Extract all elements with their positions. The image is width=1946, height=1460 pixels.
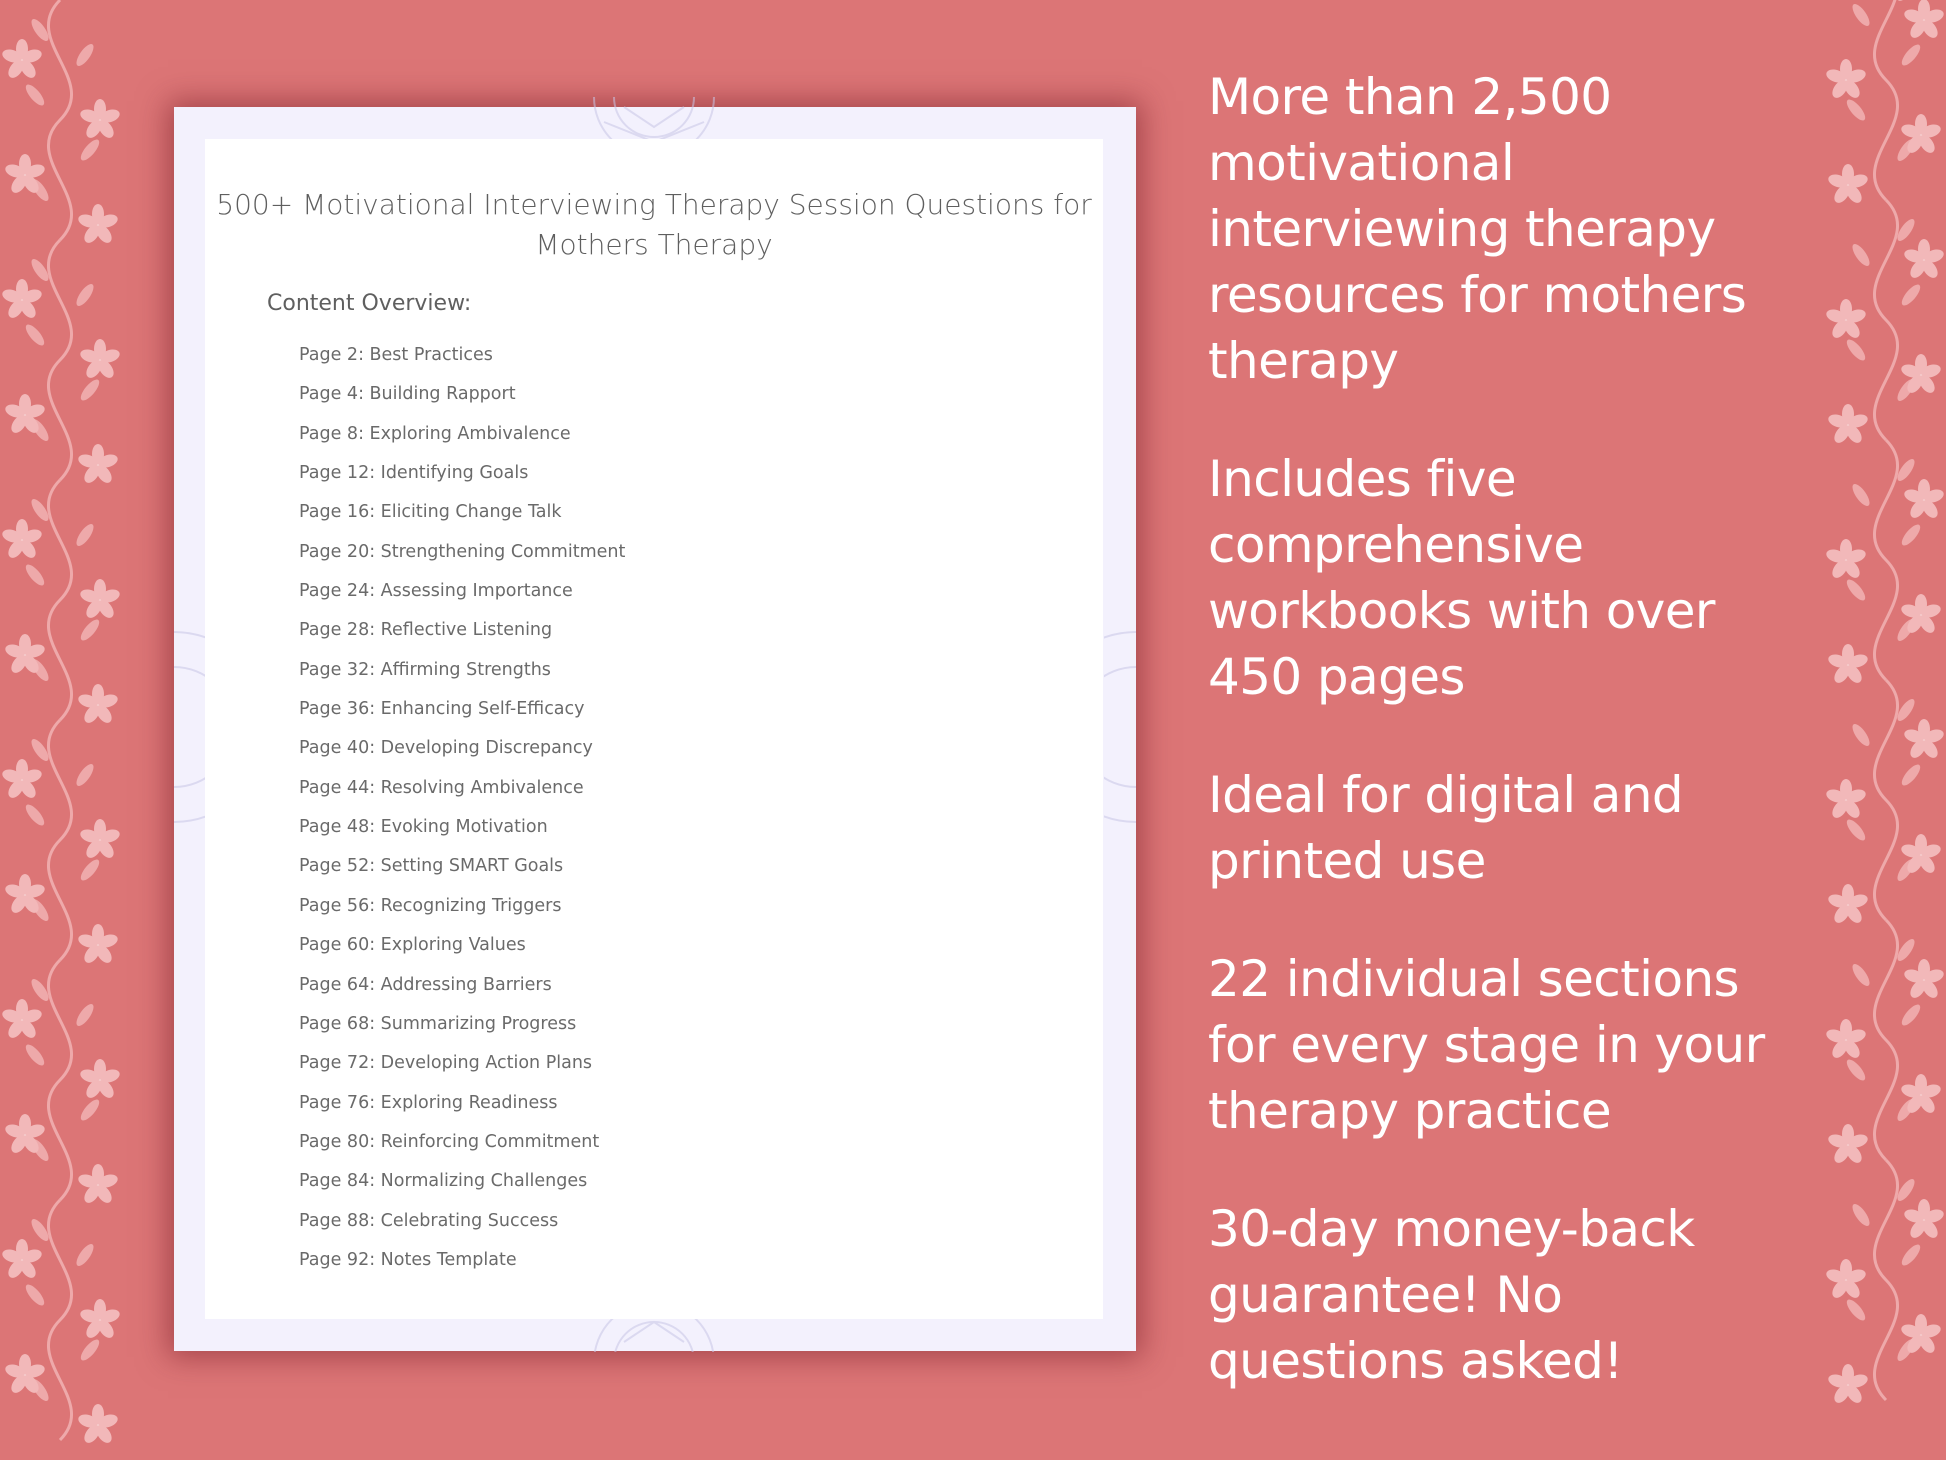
toc-item: Page 60: Exploring Values: [299, 935, 526, 956]
toc-item: Page 64: Addressing Barriers: [299, 974, 552, 995]
toc-item: Page 44: Resolving Ambivalence: [299, 777, 584, 798]
feature-resources: More than 2,500 motivational interviewing therapy resources for mothers therapy: [1208, 68, 1747, 390]
feature-list: [1208, 64, 1768, 1446]
feature-guarantee: 30-day money-back guarantee! No questions asked!: [1208, 1200, 1695, 1390]
feature-workbooks: Includes five comprehensive workbooks with over 450 pages: [1208, 450, 1715, 706]
toc-item: Page 76: Exploring Readiness: [299, 1092, 558, 1113]
toc-item: Page 28: Reflective Listening: [299, 620, 553, 641]
document-page: [205, 139, 1103, 1319]
mandala-ornament-icon: [1104, 607, 1136, 847]
toc-item: Page 88: Celebrating Success: [299, 1210, 559, 1231]
toc-item: Page 40: Developing Discrepancy: [299, 738, 593, 759]
document-title: 500+ Motivational Interviewing Therapy Session Questions for Mothers Therapy: [216, 188, 1092, 261]
floral-vine-right-icon: [1816, 0, 1946, 1460]
toc-item: Page 48: Evoking Motivation: [299, 817, 548, 838]
feature-sections: 22 individual sections for every stage in your therapy practice: [1208, 950, 1765, 1140]
table-of-contents: [299, 341, 625, 1285]
feature-digital-print: Ideal for digital and printed use: [1208, 766, 1684, 890]
toc-item: Page 52: Setting SMART Goals: [299, 856, 564, 877]
toc-item: Page 2: Best Practices: [299, 345, 493, 365]
toc-item: Page 4: Building Rapport: [299, 384, 516, 405]
toc-item: Page 32: Affirming Strengths: [299, 659, 551, 680]
toc-item: Page 24: Assessing Importance: [299, 581, 573, 602]
toc-item: Page 36: Enhancing Self-Efficacy: [299, 699, 585, 720]
toc-item: Page 8: Exploring Ambivalence: [299, 423, 571, 444]
mandala-ornament-icon: [174, 607, 206, 847]
toc-item: Page 68: Summarizing Progress: [299, 1013, 577, 1034]
document-preview: [174, 107, 1136, 1351]
toc-item: Page 16: Eliciting Change Talk: [299, 502, 562, 523]
toc-item: Page 84: Normalizing Challenges: [299, 1171, 588, 1192]
content-overview-heading: Content Overview:: [267, 291, 472, 316]
toc-item: Page 80: Reinforcing Commitment: [299, 1131, 600, 1152]
floral-vine-left-icon: [0, 0, 130, 1460]
toc-item: Page 72: Developing Action Plans: [299, 1053, 593, 1074]
toc-item: Page 92: Notes Template: [299, 1249, 517, 1270]
toc-item: Page 12: Identifying Goals: [299, 463, 529, 484]
toc-item: Page 20: Strengthening Commitment: [299, 541, 626, 562]
toc-item: Page 56: Recognizing Triggers: [299, 895, 562, 916]
